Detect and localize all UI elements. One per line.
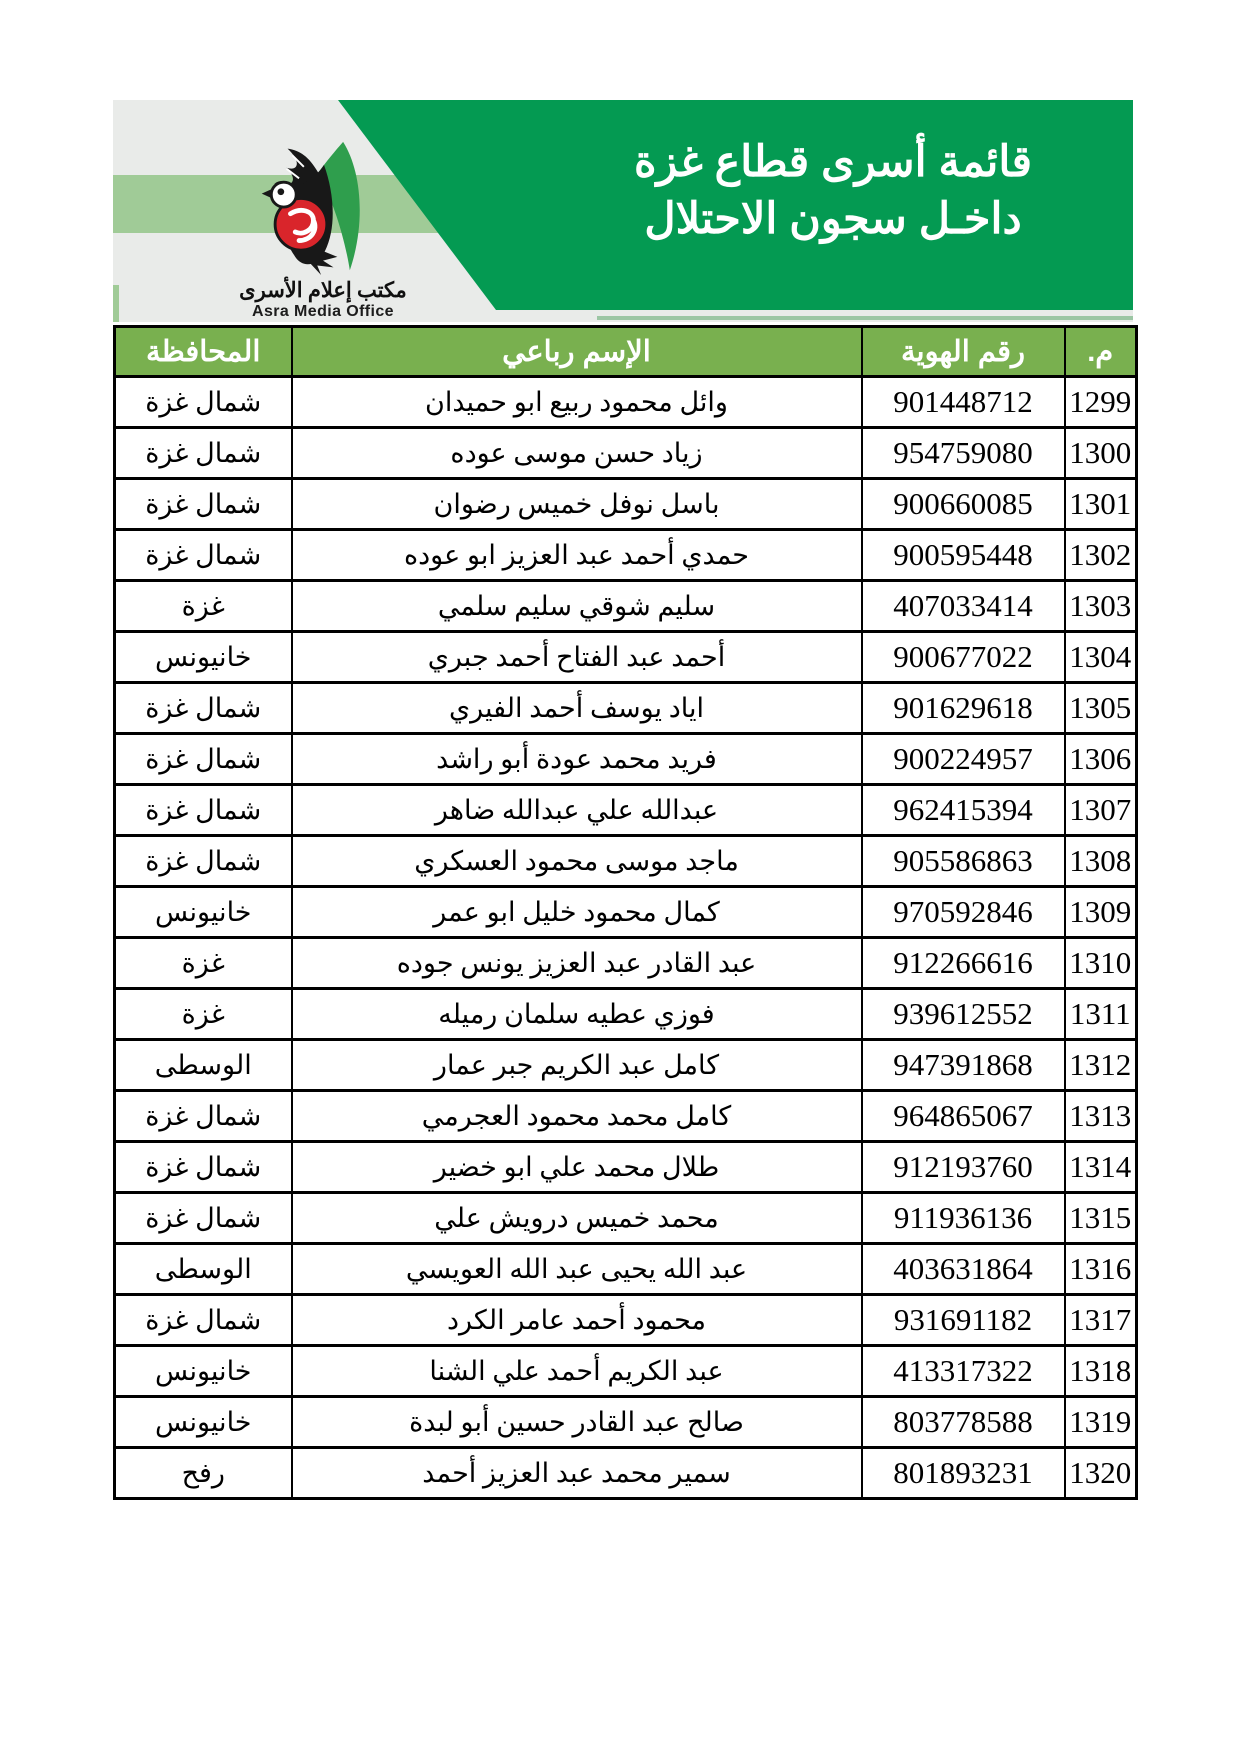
table-row: [115, 632, 1137, 683]
cell-id: 905586863: [862, 836, 1065, 887]
cell-name: وائل محمود ربيع ابو حميدان: [292, 377, 862, 428]
table-row: [115, 1193, 1137, 1244]
cell-index: 1318: [1065, 1346, 1137, 1397]
table-row: [115, 734, 1137, 785]
cell-index: 1302: [1065, 530, 1137, 581]
cell-index: 1301: [1065, 479, 1137, 530]
cell-name: كامل عبد الكريم جبر عمار: [292, 1040, 862, 1091]
cell-name: عبد الله يحيى عبد الله العويسي: [292, 1244, 862, 1295]
table-row: [115, 1295, 1137, 1346]
header-panel: [113, 100, 1133, 322]
cell-governorate: الوسطى: [115, 1244, 292, 1295]
table-row: [115, 1448, 1137, 1499]
cell-index: 1309: [1065, 887, 1137, 938]
cell-id: 931691182: [862, 1295, 1065, 1346]
cell-governorate: شمال غزة: [115, 428, 292, 479]
cell-governorate: غزة: [115, 989, 292, 1040]
table-row: [115, 1142, 1137, 1193]
cell-name: عبد الكريم أحمد علي الشنا: [292, 1346, 862, 1397]
logo-arabic-label: مكتب إعلام الأسرى: [239, 278, 407, 302]
cell-id: 901629618: [862, 683, 1065, 734]
cell-index: 1300: [1065, 428, 1137, 479]
table-row: [115, 1346, 1137, 1397]
table-row: [115, 887, 1137, 938]
table-row: [115, 530, 1137, 581]
cell-id: 911936136: [862, 1193, 1065, 1244]
cell-governorate: شمال غزة: [115, 1091, 292, 1142]
cell-id: 939612552: [862, 989, 1065, 1040]
cell-index: 1299: [1065, 377, 1137, 428]
cell-name: أحمد عبد الفتاح أحمد جبري: [292, 632, 862, 683]
table-row: [115, 785, 1137, 836]
cell-name: باسل نوفل خميس رضوان: [292, 479, 862, 530]
cell-name: صالح عبد القادر حسين أبو لبدة: [292, 1397, 862, 1448]
cell-id: 900677022: [862, 632, 1065, 683]
cell-index: 1308: [1065, 836, 1137, 887]
cell-index: 1304: [1065, 632, 1137, 683]
cell-governorate: شمال غزة: [115, 683, 292, 734]
cell-name: سليم شوقي سليم سلمي: [292, 581, 862, 632]
cell-id: 947391868: [862, 1040, 1065, 1091]
cell-governorate: خانيونس: [115, 632, 292, 683]
cell-id: 912193760: [862, 1142, 1065, 1193]
cell-id: 900660085: [862, 479, 1065, 530]
banner-title-line1: قائمة أسرى قطاع غزة: [633, 138, 1033, 186]
cell-index: 1313: [1065, 1091, 1137, 1142]
table-row: [115, 836, 1137, 887]
cell-index: 1306: [1065, 734, 1137, 785]
asra-media-office-logo: [208, 140, 438, 321]
cell-name: فوزي عطيه سلمان رميله: [292, 989, 862, 1040]
cell-governorate: شمال غزة: [115, 1142, 292, 1193]
header-left-sliver: [113, 285, 119, 322]
col-header-index: م.: [1065, 327, 1137, 377]
cell-governorate: شمال غزة: [115, 479, 292, 530]
cell-index: 1303: [1065, 581, 1137, 632]
cell-id: 900224957: [862, 734, 1065, 785]
cell-id: 413317322: [862, 1346, 1065, 1397]
table-row: [115, 479, 1137, 530]
cell-id: 962415394: [862, 785, 1065, 836]
cell-governorate: رفح: [115, 1448, 292, 1499]
table-row: [115, 683, 1137, 734]
cell-id: 954759080: [862, 428, 1065, 479]
cell-id: 901448712: [862, 377, 1065, 428]
cell-id: 912266616: [862, 938, 1065, 989]
cell-name: كامل محمد محمود العجرمي: [292, 1091, 862, 1142]
cell-index: 1312: [1065, 1040, 1137, 1091]
cell-name: محمد خميس درويش علي: [292, 1193, 862, 1244]
cell-governorate: شمال غزة: [115, 785, 292, 836]
cell-governorate: خانيونس: [115, 887, 292, 938]
cell-index: 1314: [1065, 1142, 1137, 1193]
banner-underline: [597, 316, 1133, 320]
cell-governorate: غزة: [115, 938, 292, 989]
cell-governorate: شمال غزة: [115, 530, 292, 581]
cell-index: 1320: [1065, 1448, 1137, 1499]
cell-governorate: غزة: [115, 581, 292, 632]
cell-index: 1311: [1065, 989, 1137, 1040]
cell-governorate: شمال غزة: [115, 836, 292, 887]
banner-title-line2: داخـل سجون الاحتلال: [644, 195, 1022, 243]
cell-name: طلال محمد علي ابو خضير: [292, 1142, 862, 1193]
cell-index: 1305: [1065, 683, 1137, 734]
cell-index: 1317: [1065, 1295, 1137, 1346]
cell-name: محمود أحمد عامر الكرد: [292, 1295, 862, 1346]
cell-governorate: شمال غزة: [115, 734, 292, 785]
col-header-id: رقم الهوية: [862, 327, 1065, 377]
cell-name: حمدي أحمد عبد العزيز ابو عوده: [292, 530, 862, 581]
cell-name: سمير محمد عبد العزيز أحمد: [292, 1448, 862, 1499]
cell-id: 964865067: [862, 1091, 1065, 1142]
cell-id: 970592846: [862, 887, 1065, 938]
cell-name: عبد القادر عبد العزيز يونس جوده: [292, 938, 862, 989]
prisoners-table: [113, 325, 1138, 1500]
cell-id: 403631864: [862, 1244, 1065, 1295]
cell-index: 1307: [1065, 785, 1137, 836]
cell-name: اياد يوسف أحمد الفيري: [292, 683, 862, 734]
cell-index: 1319: [1065, 1397, 1137, 1448]
cell-name: عبدالله علي عبدالله ضاهر: [292, 785, 862, 836]
cell-governorate: الوسطى: [115, 1040, 292, 1091]
cell-index: 1310: [1065, 938, 1137, 989]
col-header-governorate: المحافظة: [115, 327, 292, 377]
cell-name: فريد محمد عودة أبو راشد: [292, 734, 862, 785]
cell-name: كمال محمود خليل ابو عمر: [292, 887, 862, 938]
table-row: [115, 377, 1137, 428]
col-header-name: الإسم رباعي: [292, 327, 862, 377]
cell-name: ماجد موسى محمود العسكري: [292, 836, 862, 887]
table-header-row: [115, 327, 1137, 377]
logo-english-label: Asra Media Office: [252, 303, 394, 320]
table-row: [115, 1091, 1137, 1142]
table-row: [115, 1040, 1137, 1091]
cell-governorate: خانيونس: [115, 1346, 292, 1397]
cell-governorate: شمال غزة: [115, 1193, 292, 1244]
cell-id: 407033414: [862, 581, 1065, 632]
cell-governorate: شمال غزة: [115, 377, 292, 428]
cell-id: 803778588: [862, 1397, 1065, 1448]
table-row: [115, 938, 1137, 989]
cell-id: 801893231: [862, 1448, 1065, 1499]
cell-index: 1315: [1065, 1193, 1137, 1244]
table-row: [115, 428, 1137, 479]
table-row: [115, 1397, 1137, 1448]
banner-title: [543, 134, 1123, 248]
cell-governorate: خانيونس: [115, 1397, 292, 1448]
table-row: [115, 1244, 1137, 1295]
dove-flag-icon: [256, 140, 390, 276]
cell-name: زياد حسن موسى عوده: [292, 428, 862, 479]
cell-governorate: شمال غزة: [115, 1295, 292, 1346]
table-row: [115, 989, 1137, 1040]
table-row: [115, 581, 1137, 632]
table-body: [115, 377, 1137, 1499]
cell-id: 900595448: [862, 530, 1065, 581]
cell-index: 1316: [1065, 1244, 1137, 1295]
